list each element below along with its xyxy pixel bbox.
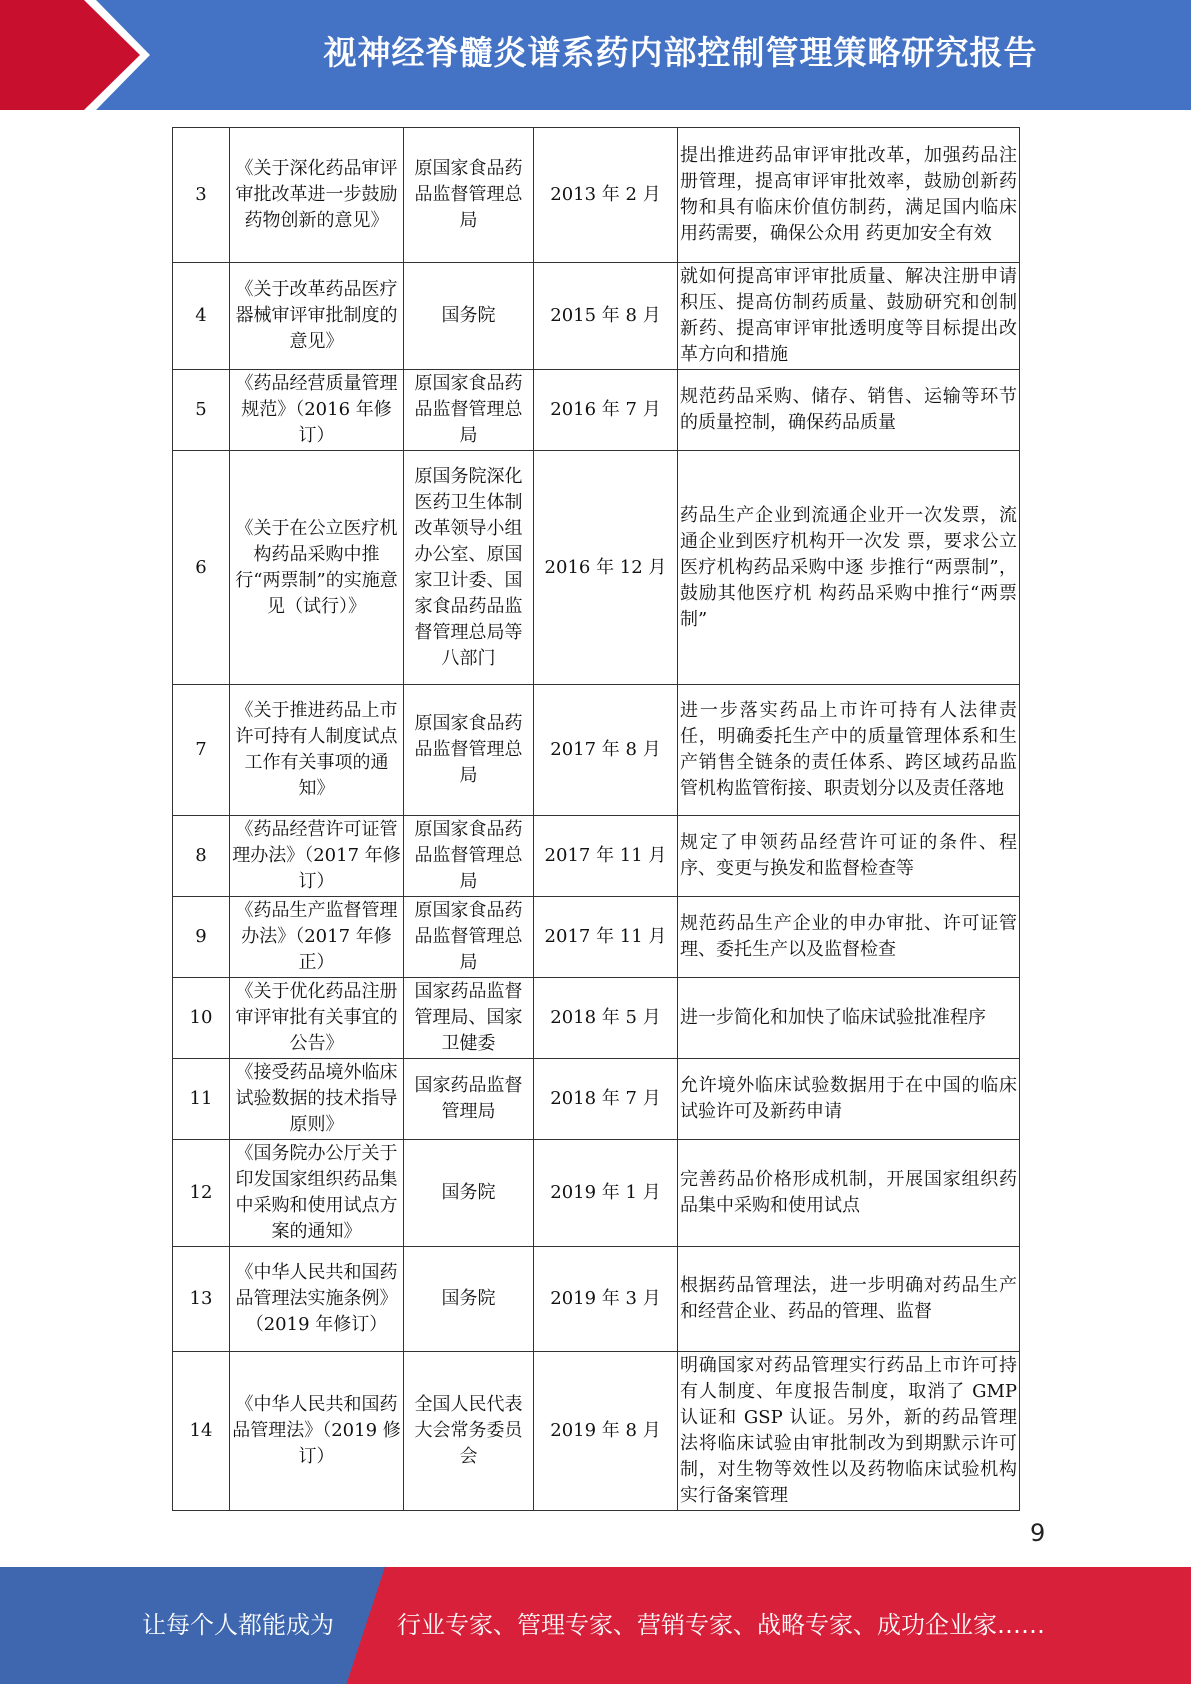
- issue-date: 2016 年 12 月: [534, 451, 678, 685]
- issuing-agency: 国务院: [404, 1247, 534, 1352]
- issuing-agency: 国务院: [404, 1140, 534, 1247]
- document-name: 《接受药品境外临床试验数据的技术指导原则》: [230, 1059, 404, 1140]
- row-number: 9: [173, 897, 230, 978]
- content-summary: 根据药品管理法，进一步明确对药品生产和经营企业、药品的管理、监督: [678, 1247, 1020, 1352]
- issue-date: 2016 年 7 月: [534, 370, 678, 451]
- document-name: 《国务院办公厅关于印发国家组织药品集中采购和使用试点方案的通知》: [230, 1140, 404, 1247]
- document-name: 《中华人民共和国药品管理法》（2019 修订）: [230, 1352, 404, 1511]
- table-row: [173, 978, 1020, 1059]
- row-number: 5: [173, 370, 230, 451]
- row-number: 14: [173, 1352, 230, 1511]
- issue-date: 2017 年 11 月: [534, 897, 678, 978]
- content-summary: 规定了申领药品经营许可证的条件、程序、变更与换发和监督检查等: [678, 816, 1020, 897]
- table-row: [173, 1247, 1020, 1352]
- issuing-agency: 原国家食品药品监督管理总局: [404, 685, 534, 816]
- document-name: 《关于在公立医疗机构药品采购中推行“两票制”的实施意见（试行）》: [230, 451, 404, 685]
- document-name: 《药品生产监督管理办法》（2017 年修正）: [230, 897, 404, 978]
- content-summary: 明确国家对药品管理实行药品上市许可持有人制度、年度报告制度，取消了 GMP 认证和 GSP 认证。另外，新的药品管理法将临床试验由审批制改为到期默示许可制，对生物等效性以及药物临床试验机构实行备案管理: [678, 1352, 1020, 1511]
- content-summary: 提出推进药品审评审批改革，加强药品注册管理，提高审评审批效率，鼓励创新药物和具有临床价值仿制药，满足国内临床用药需要，确保公众用 药更加安全有效: [678, 128, 1020, 263]
- content-summary: 药品生产企业到流通企业开一次发票，流通企业到医疗机构开一次发 票，要求公立医疗机构药品采购中逐 步推行“两票制”，鼓励其他医疗机 构药品采购中推行“两票制”: [678, 451, 1020, 685]
- content-summary: 允许境外临床试验数据用于在中国的临床试验许可及新药申请: [678, 1059, 1020, 1140]
- row-number: 3: [173, 128, 230, 263]
- document-name: 《药品经营质量管理规范》（2016 年修订）: [230, 370, 404, 451]
- row-number: 10: [173, 978, 230, 1059]
- table-row: [173, 897, 1020, 978]
- issuing-agency: 原国家食品药品监督管理总局: [404, 897, 534, 978]
- issuing-agency: 国家药品监督管理局、国家卫健委: [404, 978, 534, 1059]
- page-number: 9: [1030, 1519, 1046, 1547]
- page-footer: [0, 1567, 1191, 1684]
- issue-date: 2018 年 5 月: [534, 978, 678, 1059]
- row-number: 13: [173, 1247, 230, 1352]
- document-name: 《关于改革药品医疗器械审评审批制度的意见》: [230, 263, 404, 370]
- issue-date: 2017 年 11 月: [534, 816, 678, 897]
- table-row: [173, 370, 1020, 451]
- table-row: [173, 128, 1020, 263]
- issue-date: 2018 年 7 月: [534, 1059, 678, 1140]
- issuing-agency: 原国家食品药品监督管理总局: [404, 370, 534, 451]
- content-summary: 就如何提高审评审批质量、解决注册申请积压、提高仿制药质量、鼓励研究和创制新药、提高审评审批透明度等目标提出改革方向和措施: [678, 263, 1020, 370]
- footer-slogan-left: 让每个人都能成为: [142, 1611, 334, 1639]
- policy-table: [172, 127, 1020, 1511]
- document-name: 《中华人民共和国药品管理法实施条例》（2019 年修订）: [230, 1247, 404, 1352]
- header-chevron-icon: [0, 0, 140, 110]
- issuing-agency: 原国家食品药品监督管理总局: [404, 816, 534, 897]
- content-summary: 规范药品采购、储存、销售、运输等环节的质量控制，确保药品质量: [678, 370, 1020, 451]
- content-summary: 完善药品价格形成机制，开展国家组织药品集中采购和使用试点: [678, 1140, 1020, 1247]
- issuing-agency: 全国人民代表大会常务委员会: [404, 1352, 534, 1511]
- issuing-agency: 原国家食品药品监督管理总局: [404, 128, 534, 263]
- content-summary: 进一步简化和加快了临床试验批准程序: [678, 978, 1020, 1059]
- row-number: 8: [173, 816, 230, 897]
- issue-date: 2015 年 8 月: [534, 263, 678, 370]
- report-title: 视神经脊髓炎谱系药内部控制管理策略研究报告: [323, 33, 1038, 72]
- row-number: 12: [173, 1140, 230, 1247]
- issue-date: 2019 年 1 月: [534, 1140, 678, 1247]
- table-row: [173, 685, 1020, 816]
- footer-slogan-right: 行业专家、管理专家、营销专家、战略专家、成功企业家……: [397, 1611, 1045, 1639]
- page-header: [0, 0, 1191, 110]
- issuing-agency: 原国务院深化医药卫生体制改革领导小组办公室、原国家卫计委、国家食品药品监督管理总局等八部门: [404, 451, 534, 685]
- issue-date: 2019 年 3 月: [534, 1247, 678, 1352]
- row-number: 4: [173, 263, 230, 370]
- document-name: 《关于深化药品审评审批改革进一步鼓励药物创新的意见》: [230, 128, 404, 263]
- row-number: 6: [173, 451, 230, 685]
- table-row: [173, 1059, 1020, 1140]
- content-summary: 进一步落实药品上市许可持有人法律责任，明确委托生产中的质量管理体系和生产销售全链条的责任体系、跨区域药品监管机构监管衔接、职责划分以及责任落地: [678, 685, 1020, 816]
- issue-date: 2017 年 8 月: [534, 685, 678, 816]
- row-number: 7: [173, 685, 230, 816]
- issuing-agency: 国务院: [404, 263, 534, 370]
- document-name: 《关于优化药品注册审评审批有关事宜的公告》: [230, 978, 404, 1059]
- table-row: [173, 816, 1020, 897]
- document-name: 《关于推进药品上市许可持有人制度试点工作有关事项的通知》: [230, 685, 404, 816]
- table-row: [173, 1352, 1020, 1511]
- row-number: 11: [173, 1059, 230, 1140]
- table-row: [173, 1140, 1020, 1247]
- document-name: 《药品经营许可证管理办法》（2017 年修订）: [230, 816, 404, 897]
- issuing-agency: 国家药品监督管理局: [404, 1059, 534, 1140]
- table-row: [173, 451, 1020, 685]
- content-summary: 规范药品生产企业的申办审批、许可证管理、委托生产以及监督检查: [678, 897, 1020, 978]
- issue-date: 2019 年 8 月: [534, 1352, 678, 1511]
- issue-date: 2013 年 2 月: [534, 128, 678, 263]
- table-row: [173, 263, 1020, 370]
